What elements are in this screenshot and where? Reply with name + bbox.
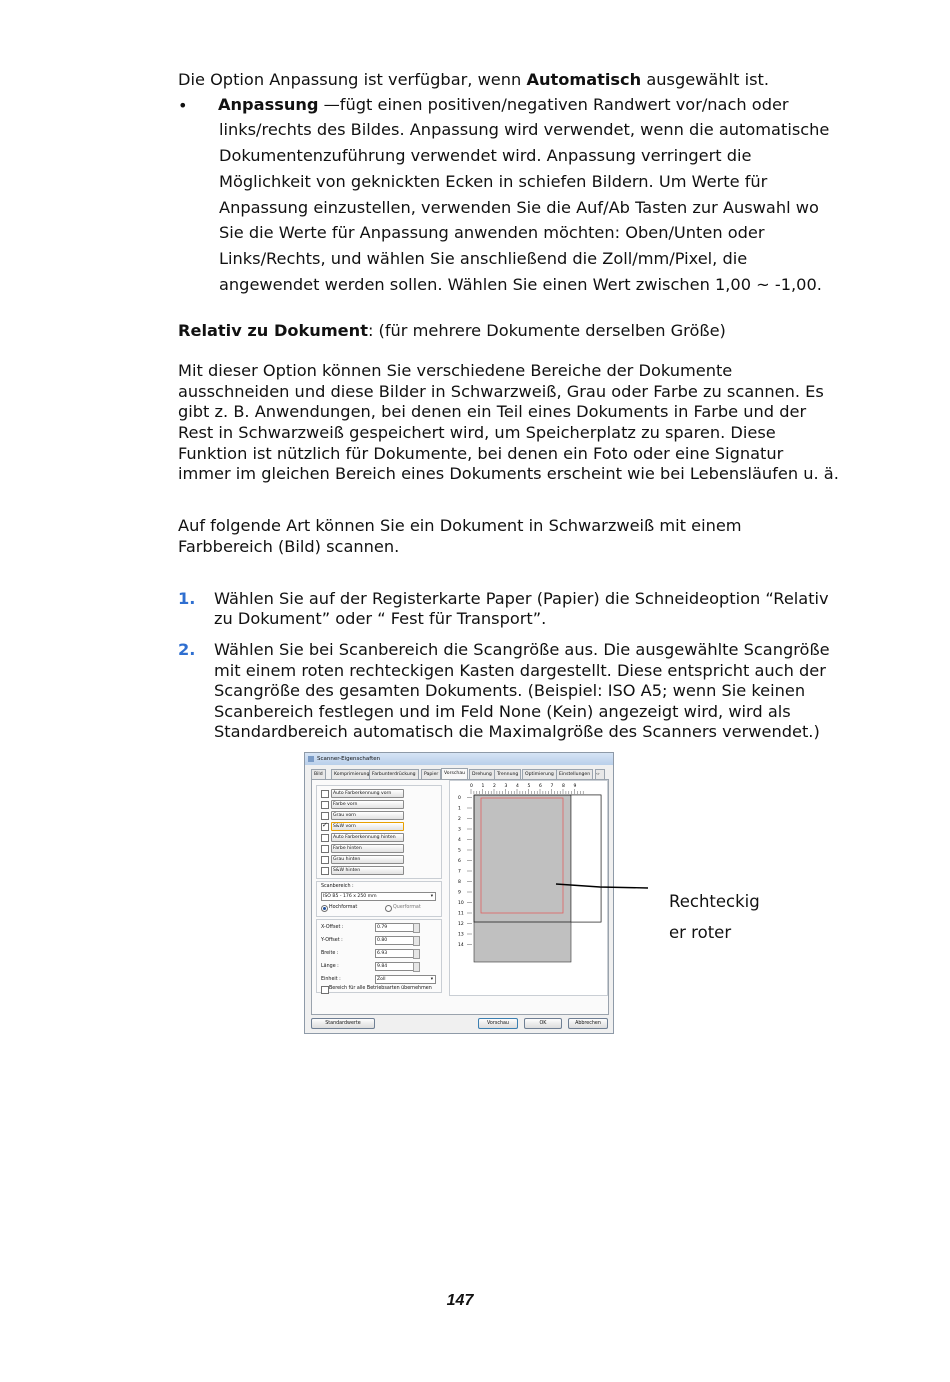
checkbox-bw-front[interactable] <box>321 823 329 831</box>
ruler-left-label: 0 <box>458 796 461 801</box>
step-line: Standardbereich automatisch die Maximalgröße des Scanners verwendet.) <box>214 722 820 741</box>
ruler-left-label: 3 <box>458 827 461 833</box>
ruler-top-label: 5 <box>527 784 531 789</box>
radio-querformat[interactable] <box>385 905 392 912</box>
tab-farbunterdrueckung[interactable]: Farbunterdrückung <box>369 769 419 779</box>
scan-area-group <box>316 881 442 917</box>
option-bw-front[interactable]: S&W vorn <box>331 822 404 831</box>
laenge-field[interactable]: 9.84 <box>375 962 414 971</box>
y-offset-label: Y-Offset : <box>321 938 343 943</box>
ruler-top-label: 6 <box>539 784 542 789</box>
bullet-line: links/rechts des Bildes. Anpassung wird verwendet, wenn die automatische <box>219 120 830 139</box>
ruler-top-label: 4 <box>516 784 519 789</box>
image-options-group <box>316 785 442 879</box>
ruler-top <box>470 783 583 794</box>
step-line: mit einem roten rechteckigen Kasten dargestellt. Diese entspricht auch der <box>214 661 826 680</box>
paragraph-line: immer im gleichen Bereich eines Dokuments erscheint wie bei Lebensläufen u. ä. <box>178 464 839 483</box>
ruler-top-label: 1 <box>481 784 485 789</box>
step-line: Wählen Sie auf der Registerkarte Paper (Papier) die Schneideoption “Relativ <box>214 589 829 608</box>
ruler-left-label: 6 <box>458 859 461 864</box>
dimensions-group <box>316 919 442 993</box>
paragraph-line: Rest in Schwarzweiß gespeichert wird, um Speicherplatz zu sparen. Diese <box>178 423 776 442</box>
bullet-line: Anpassung einzustellen, verwenden Sie die Auf/Ab Tasten zur Auswahl wo <box>219 198 819 217</box>
ruler-left-label: 4 <box>458 838 461 843</box>
tab-komprimierung[interactable]: Komprimierung <box>331 769 372 779</box>
ruler-left-label: 8 <box>458 880 461 885</box>
breite-label: Breite : <box>321 951 339 956</box>
ruler-top-label: 9 <box>573 784 577 789</box>
x-offset-field[interactable]: 0.79 <box>375 923 414 932</box>
checkbox-auto-color-back[interactable] <box>321 834 329 842</box>
ruler-left-label: 10 <box>458 901 464 906</box>
scanbereich-select[interactable]: ISO B5 - 176 x 250 mm ▾ <box>321 892 436 901</box>
tab-papier[interactable]: Papier <box>421 769 441 779</box>
ruler-left-label: 9 <box>458 890 461 896</box>
ruler-left-label: 13 <box>458 932 464 938</box>
paragraph-line: Mit dieser Option können Sie verschiedene Bereiche der Dokumente <box>178 361 733 380</box>
option-color-front[interactable]: Farbe vorn <box>331 800 404 809</box>
cancel-button[interactable]: Abbrechen <box>568 1018 608 1029</box>
step-line: Scanbereich festlegen und im Feld None (Kein) angezeigt wird, wird als <box>214 702 791 721</box>
scan-area <box>474 795 571 962</box>
white-region <box>571 795 601 922</box>
ruler-top-label: 0 <box>470 784 473 789</box>
bullet-line-1: Anpassung —fügt einen positiven/negativen Randwert vor/nach oder <box>218 95 789 114</box>
x-offset-spinner[interactable] <box>413 923 420 933</box>
ruler-top-label: 8 <box>562 784 565 789</box>
paragraph-line: Farbbereich (Bild) scannen. <box>178 537 400 556</box>
intro-line: Die Option Anpassung ist verfügbar, wenn Automatisch ausgewählt ist. <box>178 70 770 89</box>
apply-all-label: Bereich für alle Betriebsarten übernehmen <box>329 986 432 991</box>
bullet-line: Links/Rechts, und wählen Sie anschließend die Zoll/mm/Pixel, die <box>219 249 748 268</box>
breite-spinner[interactable] <box>413 949 420 959</box>
y-offset-field[interactable]: 0.80 <box>375 936 414 945</box>
checkbox-apply-all[interactable] <box>321 986 329 994</box>
app-icon <box>308 756 314 762</box>
ruler-top-label: 7 <box>550 784 554 789</box>
section-heading: Relativ zu Dokument: (für mehrere Dokumente derselben Größe) <box>178 321 726 340</box>
ruler-left-label: 12 <box>458 922 464 927</box>
checkbox-color-front[interactable] <box>321 801 329 809</box>
chevron-down-icon: ▾ <box>430 977 433 982</box>
option-gray-back[interactable]: Grau hinten <box>331 855 404 864</box>
page-number: 147 <box>446 1292 474 1309</box>
tab-vorschau[interactable]: Vorschau <box>441 768 468 780</box>
dialog-titlebar <box>305 753 613 765</box>
checkbox-gray-front[interactable] <box>321 812 329 820</box>
step-number-2: 2. <box>178 640 196 659</box>
checkbox-color-back[interactable] <box>321 845 329 853</box>
paragraph-line: Auf folgende Art können Sie ein Dokument in Schwarzweiß mit einem <box>178 516 742 535</box>
einheit-label: Einheit : <box>321 977 341 982</box>
bullet-line: angewendet werden sollen. Wählen Sie einen Wert zwischen 1,00 ~ -1,00. <box>219 275 822 294</box>
tab-einstellungen[interactable]: Einstellungen <box>556 769 593 779</box>
ruler-left-label: 14 <box>458 943 464 948</box>
bullet-line: Dokumentenzuführung verwendet wird. Anpassung verringert die <box>219 146 752 165</box>
preview-tab-panel <box>311 779 609 1015</box>
option-color-back[interactable]: Farbe hinten <box>331 844 404 853</box>
radio-hochformat[interactable] <box>321 905 328 912</box>
step-line: Scangröße des gesamten Dokuments. (Beispiel: ISO A5; wenn Sie keinen <box>214 681 806 700</box>
tab-trennung[interactable]: Trennung <box>494 769 521 779</box>
bullet-title: Anpassung <box>218 95 319 114</box>
x-offset-label: X-Offset : <box>321 925 344 930</box>
preview-button[interactable]: Vorschau <box>478 1018 518 1029</box>
ruler-left-label: 2 <box>458 817 461 822</box>
callout-caption: Rechteckig er roter <box>669 892 760 942</box>
ruler-left <box>458 795 472 948</box>
bullet-line: Sie die Werte für Anpassung anwenden möchten: Oben/Unten oder <box>219 223 765 242</box>
checkbox-bw-back[interactable] <box>321 867 329 875</box>
breite-field[interactable]: 6.93 <box>375 949 414 958</box>
ruler-left-label: 11 <box>458 911 464 917</box>
laenge-label: Länge : <box>321 964 339 969</box>
y-offset-spinner[interactable] <box>413 936 420 946</box>
step-line: zu Dokument” oder “ Fest für Transport”. <box>214 609 547 628</box>
option-auto-color-back[interactable]: Auto Farberkennung hinten <box>331 833 404 842</box>
ruler-top-label: 2 <box>493 784 496 789</box>
laenge-spinner[interactable] <box>413 962 420 972</box>
dialog-title: Scanner-Eigenschaften <box>317 756 381 762</box>
hochformat-label: Hochformat <box>329 905 358 910</box>
checkbox-auto-color-front[interactable] <box>321 790 329 798</box>
option-bw-back[interactable]: S&W hinten <box>331 866 404 875</box>
tab-drehung[interactable]: Drehung <box>469 769 495 779</box>
bullet-line: Möglichkeit von geknickten Ecken in schiefen Bildern. Um Werte für <box>219 172 768 191</box>
checkbox-gray-back[interactable] <box>321 856 329 864</box>
step-line: Wählen Sie bei Scanbereich die Scangröße aus. Die ausgewählte Scangröße <box>214 640 830 659</box>
paragraph-line: gibt z. B. Anwendungen, bei denen ein Teil eines Dokuments in Farbe und der <box>178 402 807 421</box>
chevron-down-icon: ▾ <box>430 894 433 899</box>
querformat-label: Querformat <box>393 905 421 910</box>
ruler-left-label: 7 <box>458 869 461 875</box>
paragraph-line: ausschneiden und diese Bilder in Schwarzweiß, Grau oder Farbe zu scannen. Es <box>178 382 824 401</box>
scanbereich-label: Scanbereich : <box>321 884 354 889</box>
defaults-button[interactable]: Standardwerte <box>311 1018 375 1029</box>
ruler-top-label: 3 <box>504 784 508 789</box>
option-gray-front[interactable]: Grau vorn <box>331 811 404 820</box>
option-auto-color-front[interactable]: Auto Farberkennung vorn <box>331 789 404 798</box>
einheit-select[interactable]: Zoll ▾ <box>375 975 436 984</box>
ok-button[interactable]: OK <box>524 1018 562 1029</box>
paragraph-line: Funktion ist nützlich für Dokumente, bei denen ein Foto oder eine Signatur <box>178 444 784 463</box>
ruler-left-label: 1 <box>458 806 461 812</box>
scanner-properties-dialog <box>304 752 614 1034</box>
tab-bild[interactable]: Bild <box>311 769 326 779</box>
tab-optimierung[interactable]: Optimierung <box>522 769 557 779</box>
tab-scroll-arrows[interactable]: ‹› <box>595 769 605 779</box>
bullet-marker: • <box>178 96 188 115</box>
ruler-left-label: 5 <box>458 848 461 854</box>
callout-connector <box>550 880 650 892</box>
step-number-1: 1. <box>178 589 196 608</box>
